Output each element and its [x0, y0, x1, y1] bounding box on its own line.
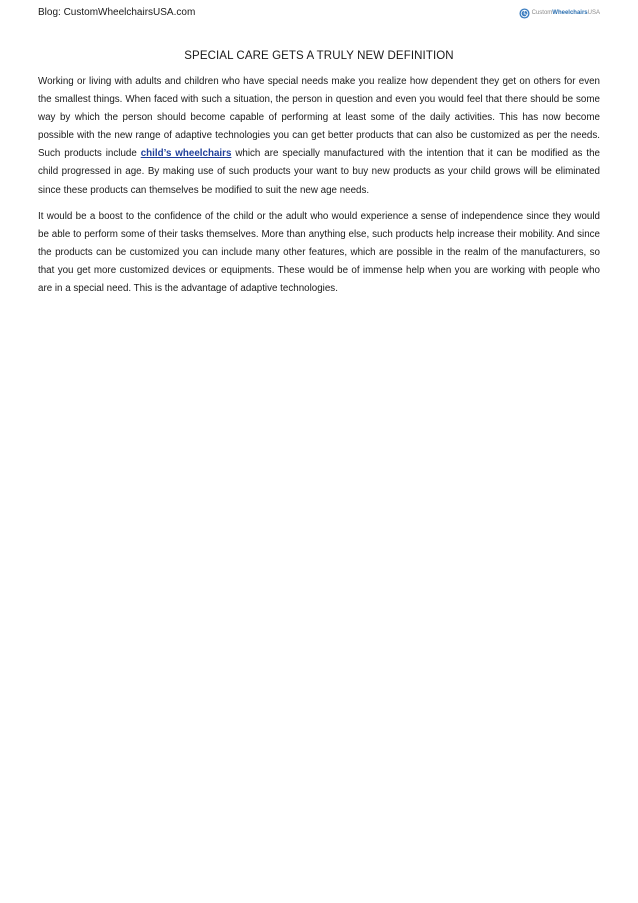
article-body [38, 73, 600, 306]
childs-wheelchairs-link[interactable]: child’s wheelchairs [140, 148, 232, 160]
paragraph-1: Working or living with adults and children who have special needs make you realize how dependent they get on others for even the smallest things. When faced with such a situation, the person in question and even you would feel that there should be some way by which the person should become capable of performing at least some of the daily activities. This has now become possible with the new range of adaptive technologies you can get better products that can also be customized as per the needs. Such products include child’s wheelchairs which are specially manufactured with the intention that it can be modified as the child progressed in age. By making use of such products your want to buy new products as your child grows will be eliminated since these products can themselves be modified to suit the new age needs. [38, 76, 600, 196]
paragraph-2: It would be a boost to the confidence of the child or the adult who would experience a sense of independence since they would be able to perform some of their tasks themselves. More than anything else, such products help increase their mobility. And since the products can be customized you can include many other features, which are possible in the realm of the manufacturers, so that you get more customized devices or equipments. These would be of immense help when you are working with people who are in a special need. This is the advantage of adaptive technologies. [38, 210, 600, 295]
article-title: SPECIAL CARE GETS A TRULY NEW DEFINITION [184, 50, 454, 62]
logo-wordmark: CustomWheelchairsUSA [531, 10, 600, 16]
blog-label: Blog: CustomWheelchairsUSA.com [38, 7, 196, 18]
wheelchair-globe-icon [519, 8, 530, 19]
page-header [38, 6, 600, 22]
site-logo [519, 6, 600, 20]
